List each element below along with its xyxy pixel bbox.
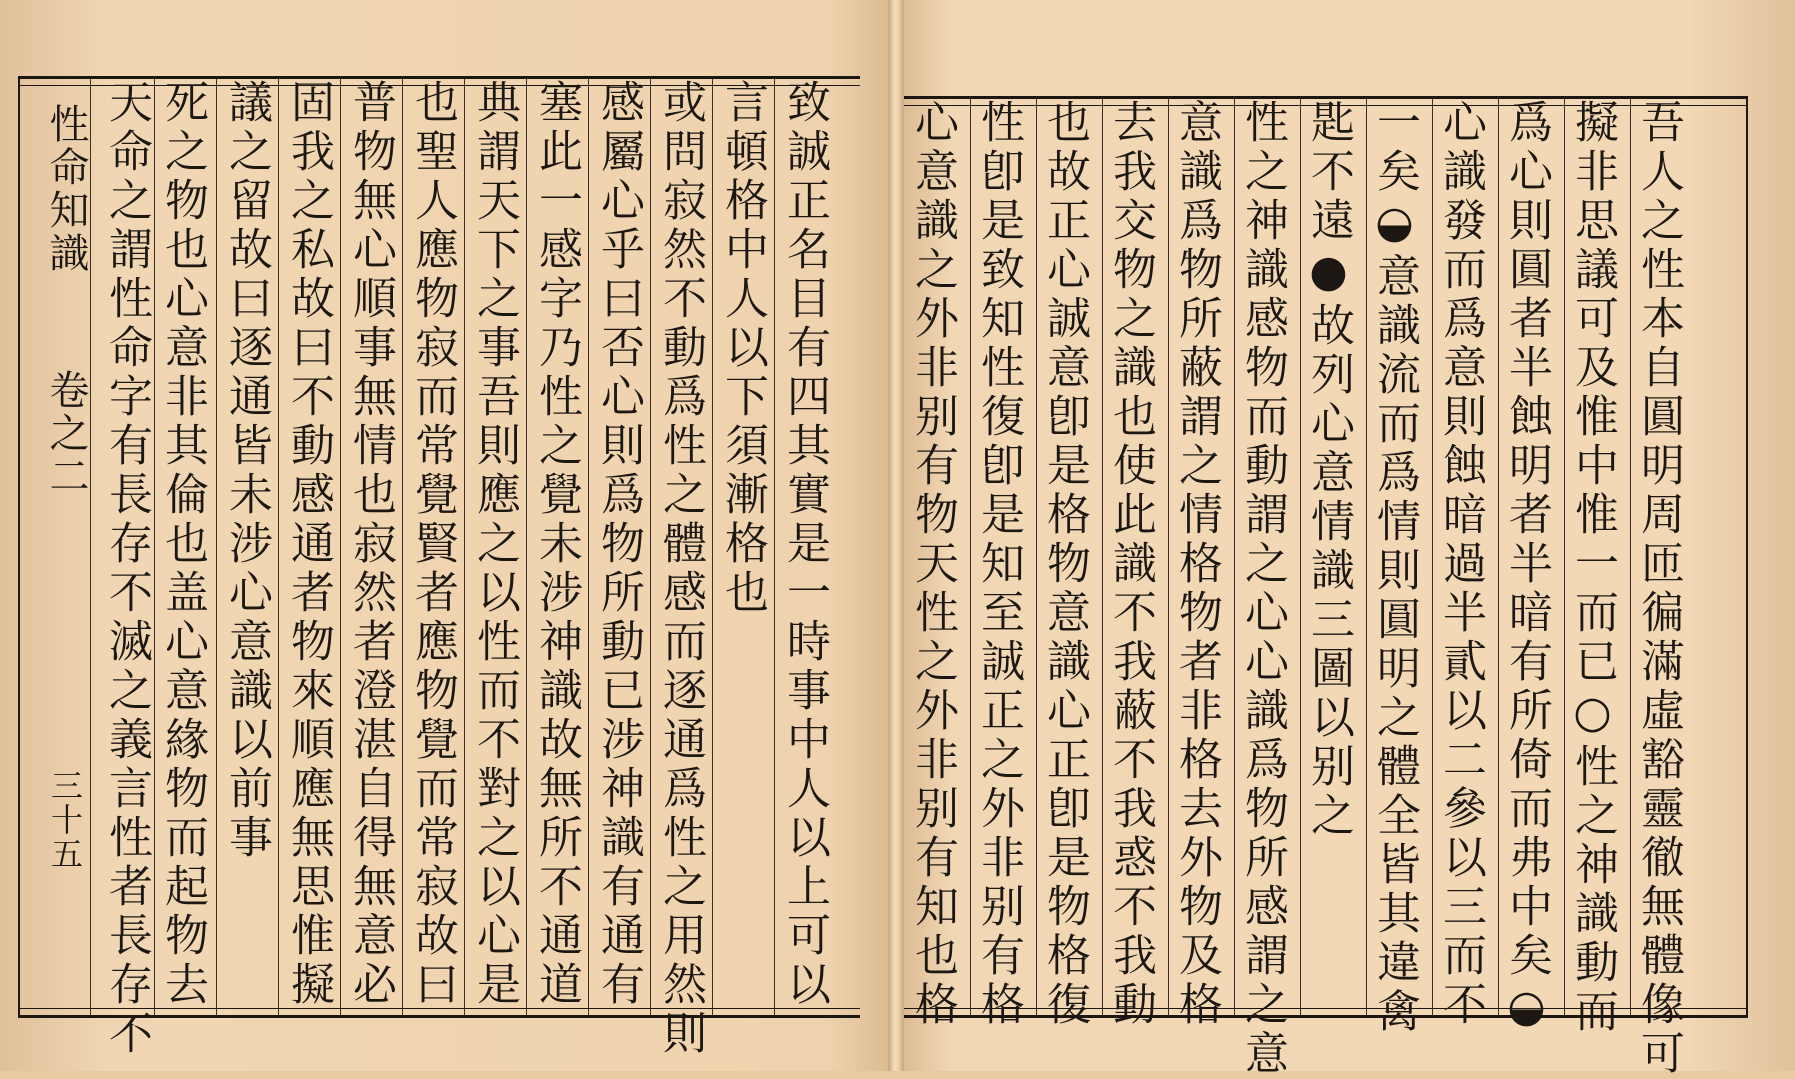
text-column: 普物無心順事無情也寂然者澄湛自得無意必 xyxy=(345,79,396,1010)
column-rule xyxy=(402,79,403,1015)
text-column: 匙不遠●故列心意情識三圖以别之 xyxy=(1303,99,1354,841)
column-rule xyxy=(970,99,971,1015)
column-rule xyxy=(774,79,775,1015)
text-column: 固我之私故曰不動感通者物來順應無思惟擬 xyxy=(283,79,334,1010)
column-rule xyxy=(1168,99,1169,1015)
column-rule xyxy=(526,79,527,1015)
text-column: 也故正心誠意卽是格物意識心正卽是物格復 xyxy=(1039,99,1090,1030)
text-column: 心意識之外非别有物天性之外非别有知也格 xyxy=(907,99,958,1030)
column-rule xyxy=(154,79,155,1015)
column-rule xyxy=(90,79,91,1015)
column-rule xyxy=(1432,99,1433,1015)
text-column: 性卽是致知性復卽是知至誠正之外非别有格 xyxy=(973,99,1024,1030)
right-page xyxy=(904,0,1795,1079)
text-column: 感屬心乎曰否心則爲物所動已涉神識有通有 xyxy=(593,79,644,1010)
column-rule xyxy=(1036,99,1037,1015)
column-rule xyxy=(1102,99,1103,1015)
text-column: 議之留故曰逐通皆未涉心意識以前事 xyxy=(221,79,272,863)
text-column: 性之神識感物而動謂之心心識爲物所感謂之意 xyxy=(1237,99,1288,1079)
column-rule xyxy=(1300,99,1301,1015)
text-column: 也聖人應物寂而常覺賢者應物覺而常寂故曰 xyxy=(407,79,458,1010)
column-rule xyxy=(1564,99,1565,1015)
column-rule xyxy=(278,79,279,1015)
text-column: 吾人之性本自圓明周匝徧滿虛豁靈徹無體像可 xyxy=(1633,99,1684,1079)
book-title: 性命知識 xyxy=(43,103,89,275)
text-column: 言頓格中人以下須漸格也 xyxy=(717,79,768,618)
column-rule xyxy=(1234,99,1235,1015)
text-column: 去我交物之識也使此識不我蔽不我惑不我動 xyxy=(1105,99,1156,1030)
text-column: 天命之謂性命字有長存不滅之義言性者長存不 xyxy=(101,79,152,1059)
column-rule xyxy=(464,79,465,1015)
left-page xyxy=(0,0,888,1071)
column-rule xyxy=(712,79,713,1015)
column-rule xyxy=(1630,99,1631,1015)
left-page-frame xyxy=(18,76,860,1059)
text-column: 一矣◒意識流而爲情則圓明之體全皆其違禽 xyxy=(1369,99,1420,1037)
text-column: 心識發而爲意則蝕暗過半貳以二參以三而不 xyxy=(1435,99,1486,1030)
column-rule xyxy=(588,79,589,1015)
text-column: 死之物也心意非其倫也盖心意緣物而起物去 xyxy=(157,79,208,1010)
text-column: 或問寂然不動爲性之體感而逐通爲性之用然則 xyxy=(655,79,706,1059)
text-column: 意識爲物所蔽謂之情格物者非格去外物及格 xyxy=(1171,99,1222,1030)
column-rule xyxy=(216,79,217,1015)
folio-number: 三十五 xyxy=(46,769,84,871)
text-column: 典謂天下之事吾則應之以性而不對之以心是 xyxy=(469,79,520,1010)
text-column: 塞此一感字乃性之覺未涉神識故無所不通道 xyxy=(531,79,582,1010)
column-rule xyxy=(650,79,651,1015)
column-rule xyxy=(340,79,341,1015)
volume-label: 卷之二 xyxy=(43,369,89,498)
book-gutter xyxy=(888,0,904,1071)
column-rule xyxy=(1366,99,1367,1015)
column-rule xyxy=(1498,99,1499,1015)
banxin-margin xyxy=(20,79,90,1015)
text-column: 擬非思議可及惟中惟一而已○性之神識動而 xyxy=(1567,99,1618,1037)
text-column: 致誠正名目有四其實是一時事中人以上可以 xyxy=(779,79,830,1010)
right-page-frame xyxy=(904,96,1748,1079)
text-column: 爲心則圓者半蝕明者半暗有所倚而弗中矣◒ xyxy=(1501,99,1552,1037)
